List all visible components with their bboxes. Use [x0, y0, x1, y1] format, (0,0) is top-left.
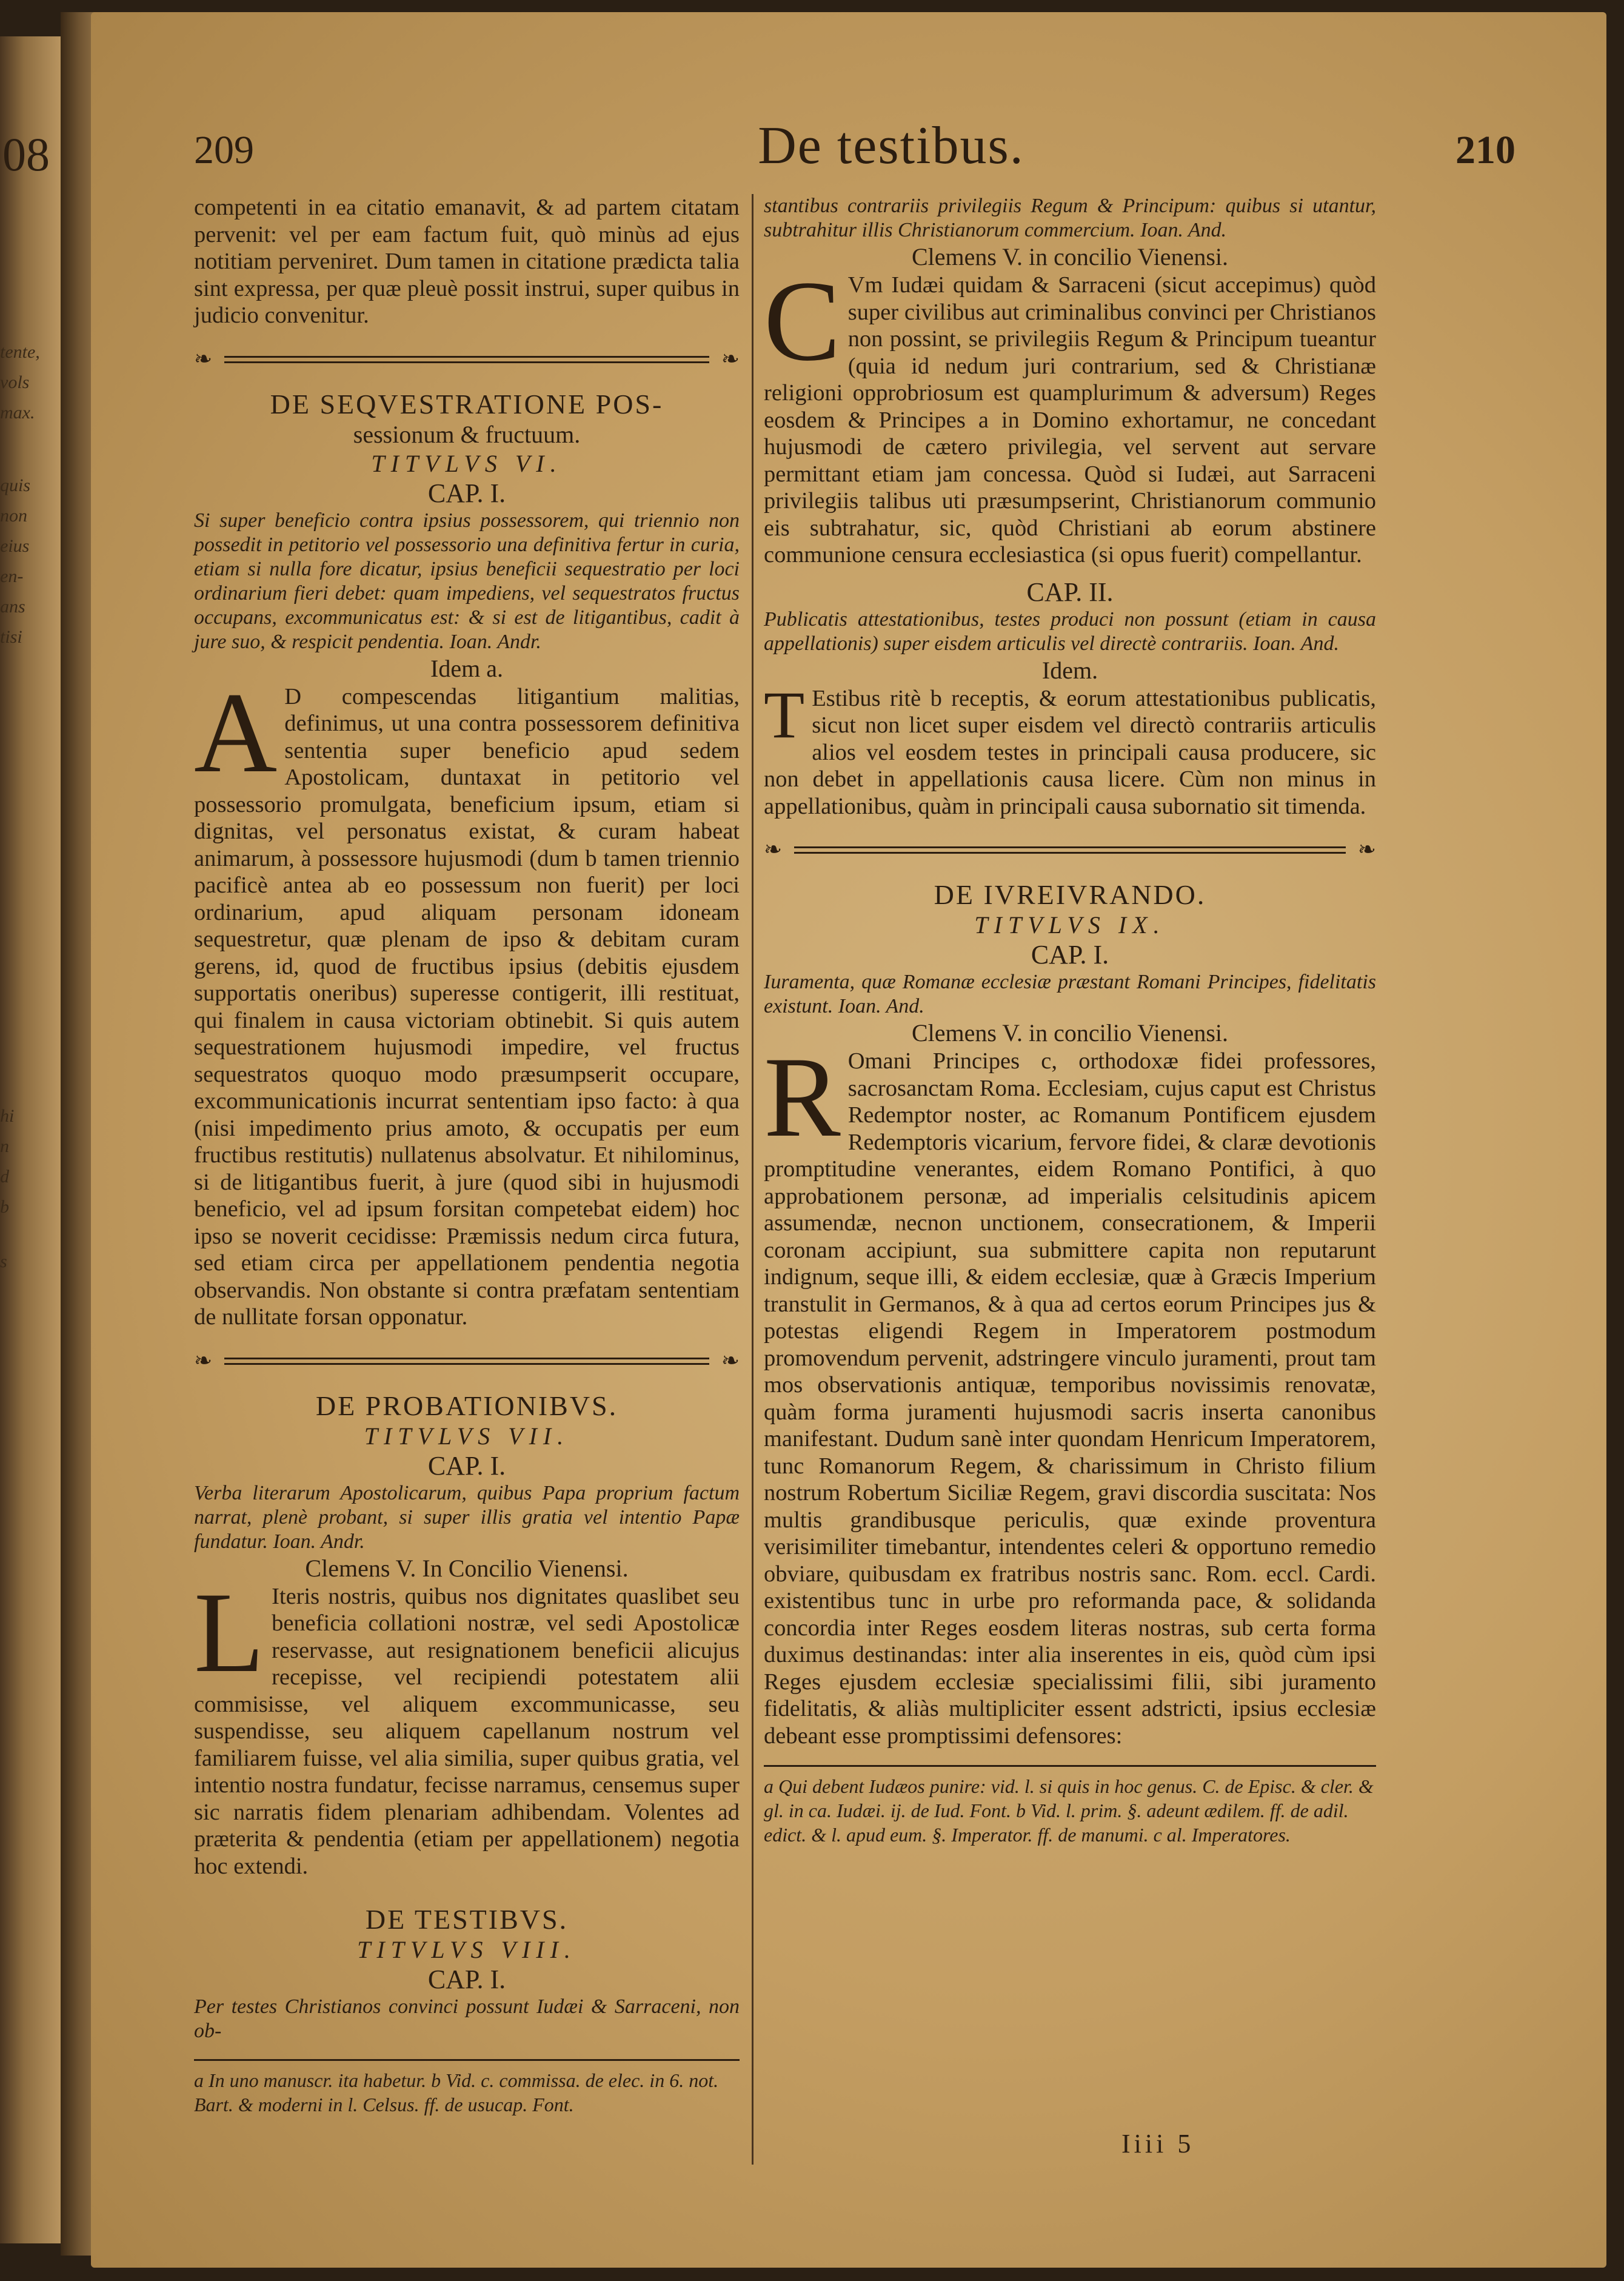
gloss-summary: Verba literarum Apostolicarum, quibus Papa proprium factum narrat, plenè probant, si super illis gratia vel intentio Papæ fundatur. Ioan. Andr. — [194, 1481, 740, 1553]
book-page — [91, 12, 1606, 2268]
drop-cap: L — [194, 1569, 265, 1697]
titulus: TITVLVS VIII. — [357, 1936, 576, 1963]
attribution: Clemens V. in concilio Vienensi. — [911, 1019, 1228, 1047]
edge-fragment: quis — [0, 475, 31, 495]
drop-cap: C — [764, 258, 841, 385]
chapter-heading: CAP. I. — [427, 1450, 506, 1481]
chapter-heading: CAP. I. — [427, 478, 506, 508]
footnote-rule — [764, 1765, 1376, 1767]
section-heading: DE IVREIVRANDO. — [934, 879, 1206, 910]
edge-fragment: non — [0, 506, 27, 526]
body-paragraph — [194, 1569, 740, 1880]
chapter-heading: CAP. I. — [1031, 940, 1109, 970]
attribution: Clemens V. in concilio Vienensi. — [911, 243, 1228, 270]
edge-fragment: d — [0, 1167, 9, 1187]
ornamental-rule: ❧ ❧ — [194, 1348, 740, 1373]
column-divider — [752, 194, 754, 2165]
gloss-summary: Per testes Christianos convinci possunt Iudæi & Sarraceni, non ob- — [194, 1995, 740, 2042]
gloss-summary: stantibus contrariis privilegiis Regum & Principum: quibus si utantur, subtrahitur illis Christianorum commercium. Ioan. And. — [764, 195, 1376, 241]
body-text: Iteris nostris, quibus nos dignitates quaslibet seu beneficia collationi nostræ, vel sedi Apostolicæ reservasse, aut resignationem beneficii alicujus recepisse, vel recipiendi potestatem alii commisisse, vel aliquem excommunicasse, seu suspendisse, seu aliquem capellanum nostrum vel familiarem fuisse, vel alia similia, super quibus gratia, vel intentio nostra fundatur, fecisse narramus, censemus super sic narratis fidem plenariam adhibendam. Volentes ad præterita & pendentia (etiam per appellationem) negotia hoc extendi. — [194, 1583, 740, 1879]
edge-fragment: en- — [0, 566, 24, 586]
footnotes: a Qui debent Iudæos punire: vid. l. si quis in hoc genus. C. de Episc. & cler. & gl. in ca. Iudæi. ij. de Iud. Font. b Vid. l. prim. §. adeunt ædilem. ff. de adil. edict. & l. apud eum. §. Imperator. ff. de manumi. c al. Imperatores. — [764, 1775, 1374, 1846]
footnote-rule — [194, 2059, 740, 2061]
right-column — [764, 194, 1376, 1847]
attribution: Idem. — [1041, 656, 1098, 684]
edge-fragment: tente, — [0, 342, 40, 362]
body-text: D compescendas litigantium malitias, definimus, ut una contra possessorem definitiva sententia super beneficio apud sedem Apostolicam, duntaxat in petitorio vel possessorio promulgata, beneficium ipsum, etiam si dignitas, vel personatus existat, & curam habeat animarum, à possessore hujusmodi (dum b tamen triennio pacificè antea ab eo possessum non fuerit) per loci ordinarium, apud aliquam personam idoneam sequestretur, quæ plenam de ipso & debitam curam gerens, id, quod de fructibus ipsius (debitis ejusdem supportatis oneribus) superesse contigerit, illi restituat, qui finalem in causa victoriam obtinebit. Si quis autem sequestrationem hujusmodi impedire, vel fructus sequestratos quoquo modo præsumpserit occupare, excommunicationis incurrat sententiam ipso facto: à qua (nisi impedimento prius amoto, & occupatis per eum fructibus restitutis) nullatenus absolvatur. Et nihilominus, si de litigantibus fuerit, à jure (quod sibi in hujusmodi beneficio, vel ad ipsum forsitan competebat eidem) hoc ipso se noverit cecidisse: Præmissis nedum circa futura, sed etiam circa per appellationem pendentia negotia observandis. Non obstante si contra præfatam sententiam de nullitate forsan opponatur. — [194, 683, 740, 1330]
section-heading-cont: sessionum & fructuum. — [353, 420, 581, 448]
footnotes: a In uno manuscr. ita habetur. b Vid. c. commissa. de elec. in 6. not. Bart. & moderni in l. Celsus. ff. de usucap. Font. — [194, 2069, 719, 2115]
section-heading: DE SEQVESTRATIONE POS- — [270, 388, 664, 420]
edge-fragment: n — [0, 1136, 9, 1156]
body-paragraph: competenti in ea citatio emanavit, & ad partem citatam pervenit: vel per eam factum fuit, quò minùs ad ejus notitiam perveniret. Dum tamen in citatione prædicta talia sint expressa, per quæ pleuè possit instrui, super quibus in judicio convenitur. — [194, 195, 740, 328]
left-page-edge — [0, 36, 61, 2243]
body-text: Estibus ritè b receptis, & eorum attestationibus publicatis, sicut non licet super eisdem vel directò contrariis articulis alios vel eosdem testes in principali causa producere, sic non debet in appellationis causa licere. Cùm non minus in appellationibus, quàm in principali causa subornatio sit timenda. — [764, 685, 1376, 819]
section-heading: DE TESTIBVS. — [365, 1904, 569, 1935]
section-heading: DE PROBATIONIBVS. — [315, 1390, 618, 1421]
edge-fragment: vols — [0, 372, 30, 392]
edge-fragment: ans — [0, 597, 25, 617]
page-number-right: 210 — [1455, 128, 1515, 172]
chapter-heading: CAP. II. — [1026, 577, 1114, 607]
titulus: TITVLVS IX. — [974, 911, 1166, 939]
edge-fragment: eius — [0, 536, 30, 556]
titulus: TITVLVS VI. — [371, 449, 563, 477]
left-edge-page-number: 08 — [2, 128, 50, 181]
edge-fragment: max. — [0, 403, 35, 423]
signature-mark: Iiii 5 — [1121, 2129, 1195, 2159]
edge-fragment: b — [0, 1197, 9, 1217]
edge-fragment: hi — [0, 1106, 15, 1126]
left-column — [194, 194, 740, 2117]
edge-fragment: s — [0, 1251, 7, 1271]
gloss-summary: Publicatis attestationibus, testes produci non possunt (etiam in causa appellationis) super eisdem articulis vel directè contrariis. Ioan. And. — [764, 608, 1376, 655]
running-title: De testibus. — [758, 116, 1024, 175]
edge-fragment: tisi — [0, 627, 22, 647]
drop-cap: A — [194, 669, 278, 797]
gloss-summary: Si super beneficio contra ipsius possessorem, qui triennio non possedit in petitorio vel possessorio una definitiva fertur in curia, etiam si nulla fore dicatur, ipsius beneficii sequestratio per loci ordinarium fieri debet: quam impediens, vel sequestratos fructus occupans, excommunicatus est: & si est de litigantibus, cadit à jure suo, & respicit pendentia. Ioan. Andr. — [194, 509, 740, 653]
body-text: Omani Principes c, orthodoxæ fidei professores, sacrosanctam Roma. Ecclesiam, cujus caput est Christus Redemptor noster, ac Romanum Pontificem ejusdem Redemptoris vicarium, fervore fidei, & claræ devotionis promptitudine venerantes, eidem Romano Pontifici, à quo approbationem personæ, ad imperialis celsitudinis apicem assumendæ, necnon unctionem, consecrationem, & Imperii coronam accipiunt, sua submittere capita non reputarunt indignum, seque illi, & eidem ecclesiæ, quæ à Græcis Imperium transtulit in Germanos, & à qua ad certos eorum Principes jus & potestas eligendi Regem in Imperatorem postmodum promovendum pervenit, adstringere vinculo juramenti, prout tam mos observationis antiquæ, temporibus novissimis renovatæ, quàm forma juramenti hujusmodi sacris inserta canonibus manifestant. Dudum sanè inter quondam Henricum Imperatorem, tunc Romanorum Regem, & charissimum in Christo filium nostrum Robertum Siciliæ Regem, gravi discordia suscitata: Nos multis grandibusque periculis, quæ exinde proventura verisimiliter timebantur, intendentes celeri & opportuno remedio obviare, quibusdam ex fratribus nostris sanc. Rom. eccl. Cardi. existentibus tunc in urbe pro reformanda pace, & solidanda concordia inter Reges eosdem literas nostras, sub certa forma duximus destinandas: inter alia inserentes in eis, quòd cùm ipsi Reges ejusdem ecclesiæ specialissimi filii, sibi juramento fidelitatis, & aliàs multipliciter essent adstricti, ipsius ecclesiæ debeant esse promptissimi defensores: — [764, 1048, 1376, 1749]
body-paragraph — [764, 677, 1376, 820]
ornamental-rule: ❧ ❧ — [194, 346, 740, 371]
titulus: TITVLVS VII. — [364, 1422, 570, 1450]
attribution: Clemens V. In Concilio Vienensi. — [305, 1554, 629, 1582]
body-paragraph — [764, 1034, 1376, 1749]
attribution: Idem a. — [430, 654, 503, 682]
drop-cap: R — [764, 1034, 841, 1161]
ornamental-rule: ❧ ❧ — [764, 837, 1376, 862]
chapter-heading: CAP. I. — [427, 1964, 506, 1994]
running-header — [194, 115, 1588, 182]
body-paragraph — [194, 669, 740, 1331]
body-paragraph — [764, 258, 1376, 569]
page-number-left: 209 — [194, 128, 254, 172]
gloss-summary: Iuramenta, quæ Romanæ ecclesiæ præstant Romani Principes, fidelitatis existunt. Ioan. And. — [764, 971, 1376, 1017]
drop-cap: T — [764, 677, 805, 752]
body-text: Vm Iudæi quidam & Sarraceni (sicut accepimus) quòd super civilibus aut criminalibus convinci per Christianos non possint, se privilegiis Regum & Principum tueantur (quia id nedum juri contrarium, sed & Christianæ religioni opprobriosum est quamplurimum & adversum) Reges eosdem & Principes a in Domino exhortamur, ne concedant hujusmodi de cætero privilegia, vel servent aut servare permittant etiam jam concessa. Quòd si Iudæi, aut Sarraceni privilegiis talibus uti præsumpserint, Christianorum communio eis subtrahatur, sic, quòd Christiani ab eorum abstinere communione censura ecclesiastica (si opus fuerit) compellantur. — [764, 272, 1376, 568]
